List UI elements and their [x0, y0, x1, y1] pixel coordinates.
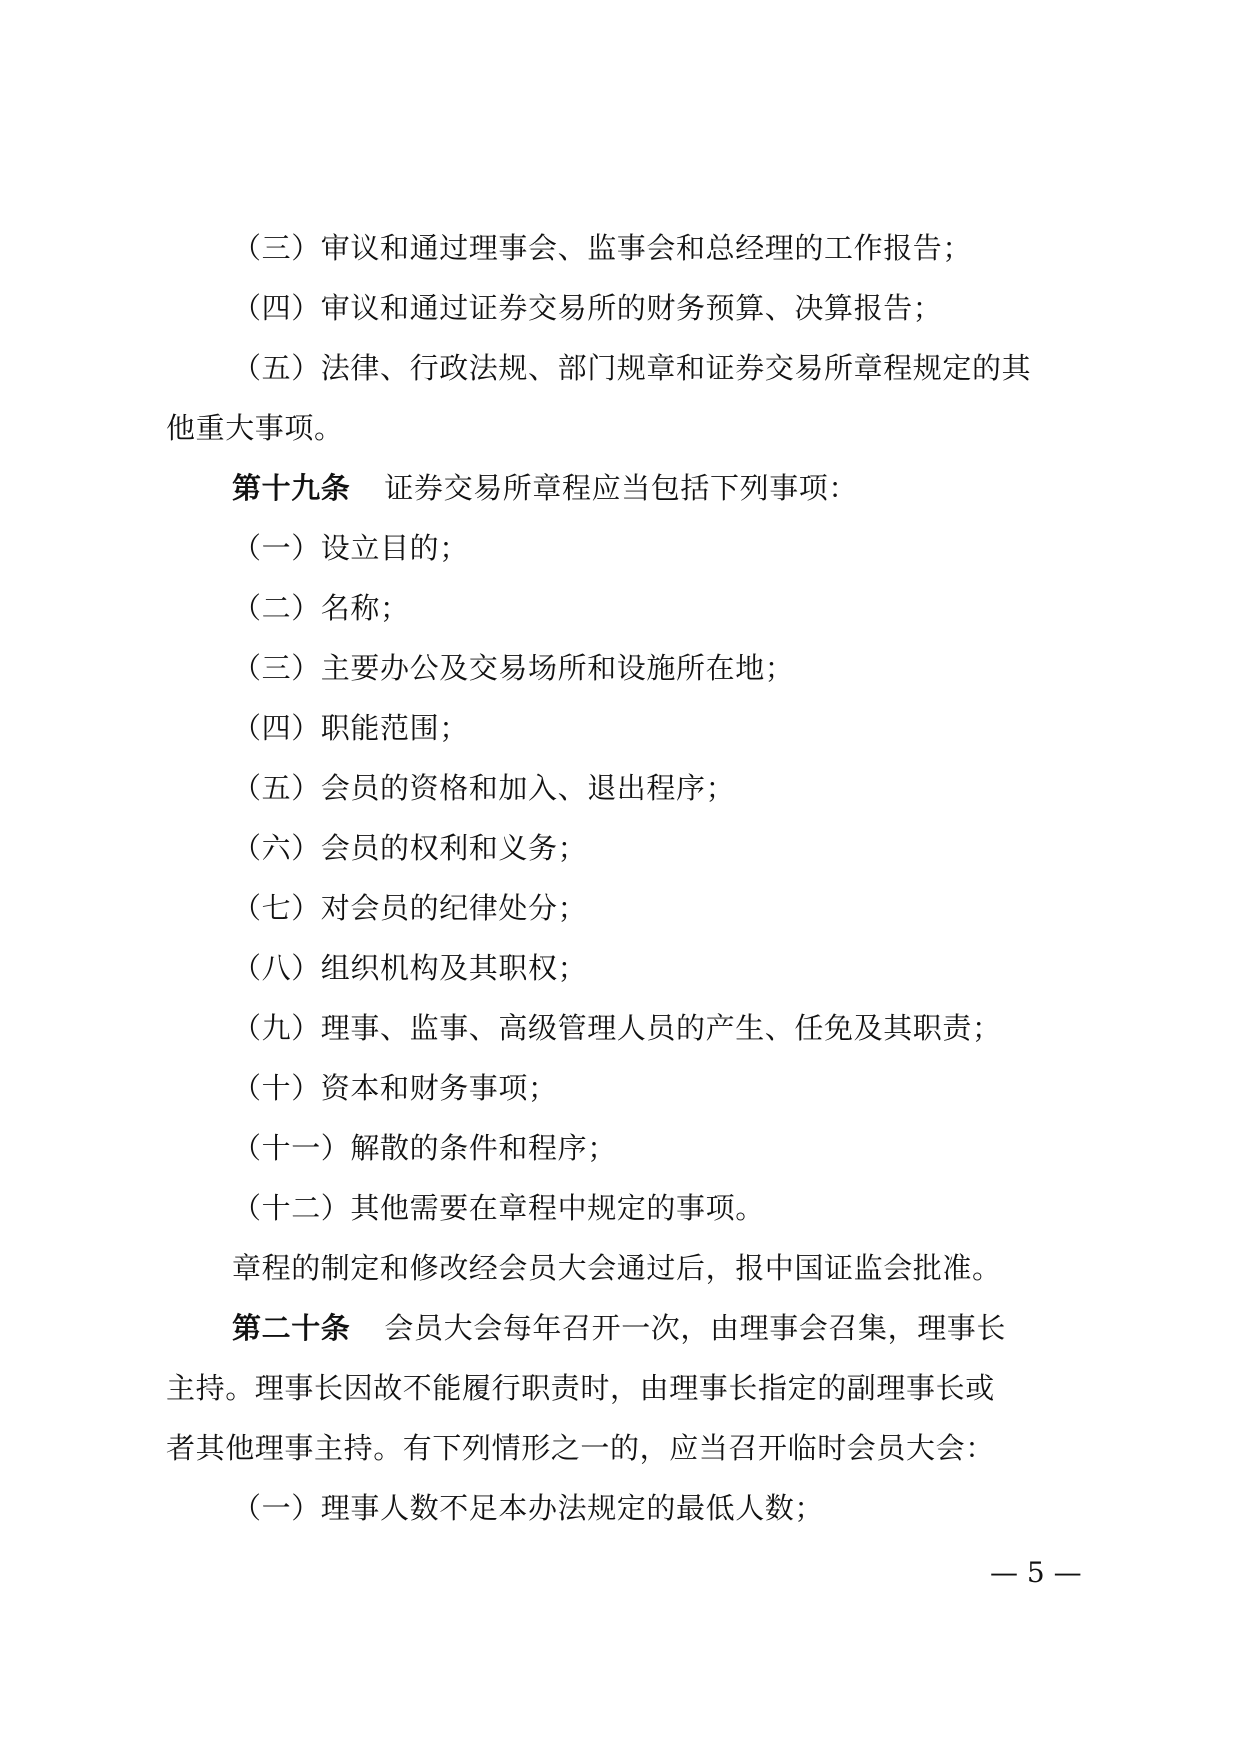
list-item: （十）资本和财务事项； [232, 1071, 558, 1105]
paragraph-line: 主持。理事长因故不能履行职责时，由理事长指定的副理事长或 [166, 1371, 995, 1405]
paragraph-line: 者其他理事主持。有下列情形之一的，应当召开临时会员大会： [166, 1431, 995, 1465]
paragraph-line: （四）审议和通过证券交易所的财务预算、决算报告； [232, 291, 943, 325]
list-item: （一）设立目的； [232, 531, 469, 565]
paragraph-line: 他重大事项。 [166, 411, 344, 445]
article-19-text: 证券交易所章程应当包括下列事项： [384, 471, 859, 505]
article-19-heading: 第十九条 [232, 471, 351, 505]
list-item: （四）职能范围； [232, 711, 469, 745]
article-20-text: 会员大会每年召开一次，由理事会召集，理事长 [384, 1311, 1007, 1345]
paragraph-line: （三）审议和通过理事会、监事会和总经理的工作报告； [232, 231, 973, 265]
list-item: （十一）解散的条件和程序； [232, 1131, 617, 1165]
list-item: （二）名称； [232, 591, 410, 625]
article-20-heading: 第二十条 [232, 1311, 351, 1345]
list-item: （八）组织机构及其职权； [232, 951, 588, 985]
list-item: （九）理事、监事、高级管理人员的产生、任免及其职责； [232, 1011, 1002, 1045]
article-20 [232, 1308, 1006, 1348]
list-item: （十二）其他需要在章程中规定的事项。 [232, 1191, 765, 1225]
list-item: （七）对会员的纪律处分； [232, 891, 588, 925]
list-item: （五）会员的资格和加入、退出程序； [232, 771, 736, 805]
list-item: （一）理事人数不足本办法规定的最低人数； [232, 1491, 825, 1525]
page-number: — 5 — [990, 1556, 1082, 1589]
list-item: （六）会员的权利和义务； [232, 831, 588, 865]
article-19 [232, 468, 858, 508]
list-item: （三）主要办公及交易场所和设施所在地； [232, 651, 795, 685]
paragraph-line: 章程的制定和修改经会员大会通过后，报中国证监会批准。 [232, 1251, 1002, 1285]
paragraph-line: （五）法律、行政法规、部门规章和证券交易所章程规定的其 [232, 351, 1032, 385]
